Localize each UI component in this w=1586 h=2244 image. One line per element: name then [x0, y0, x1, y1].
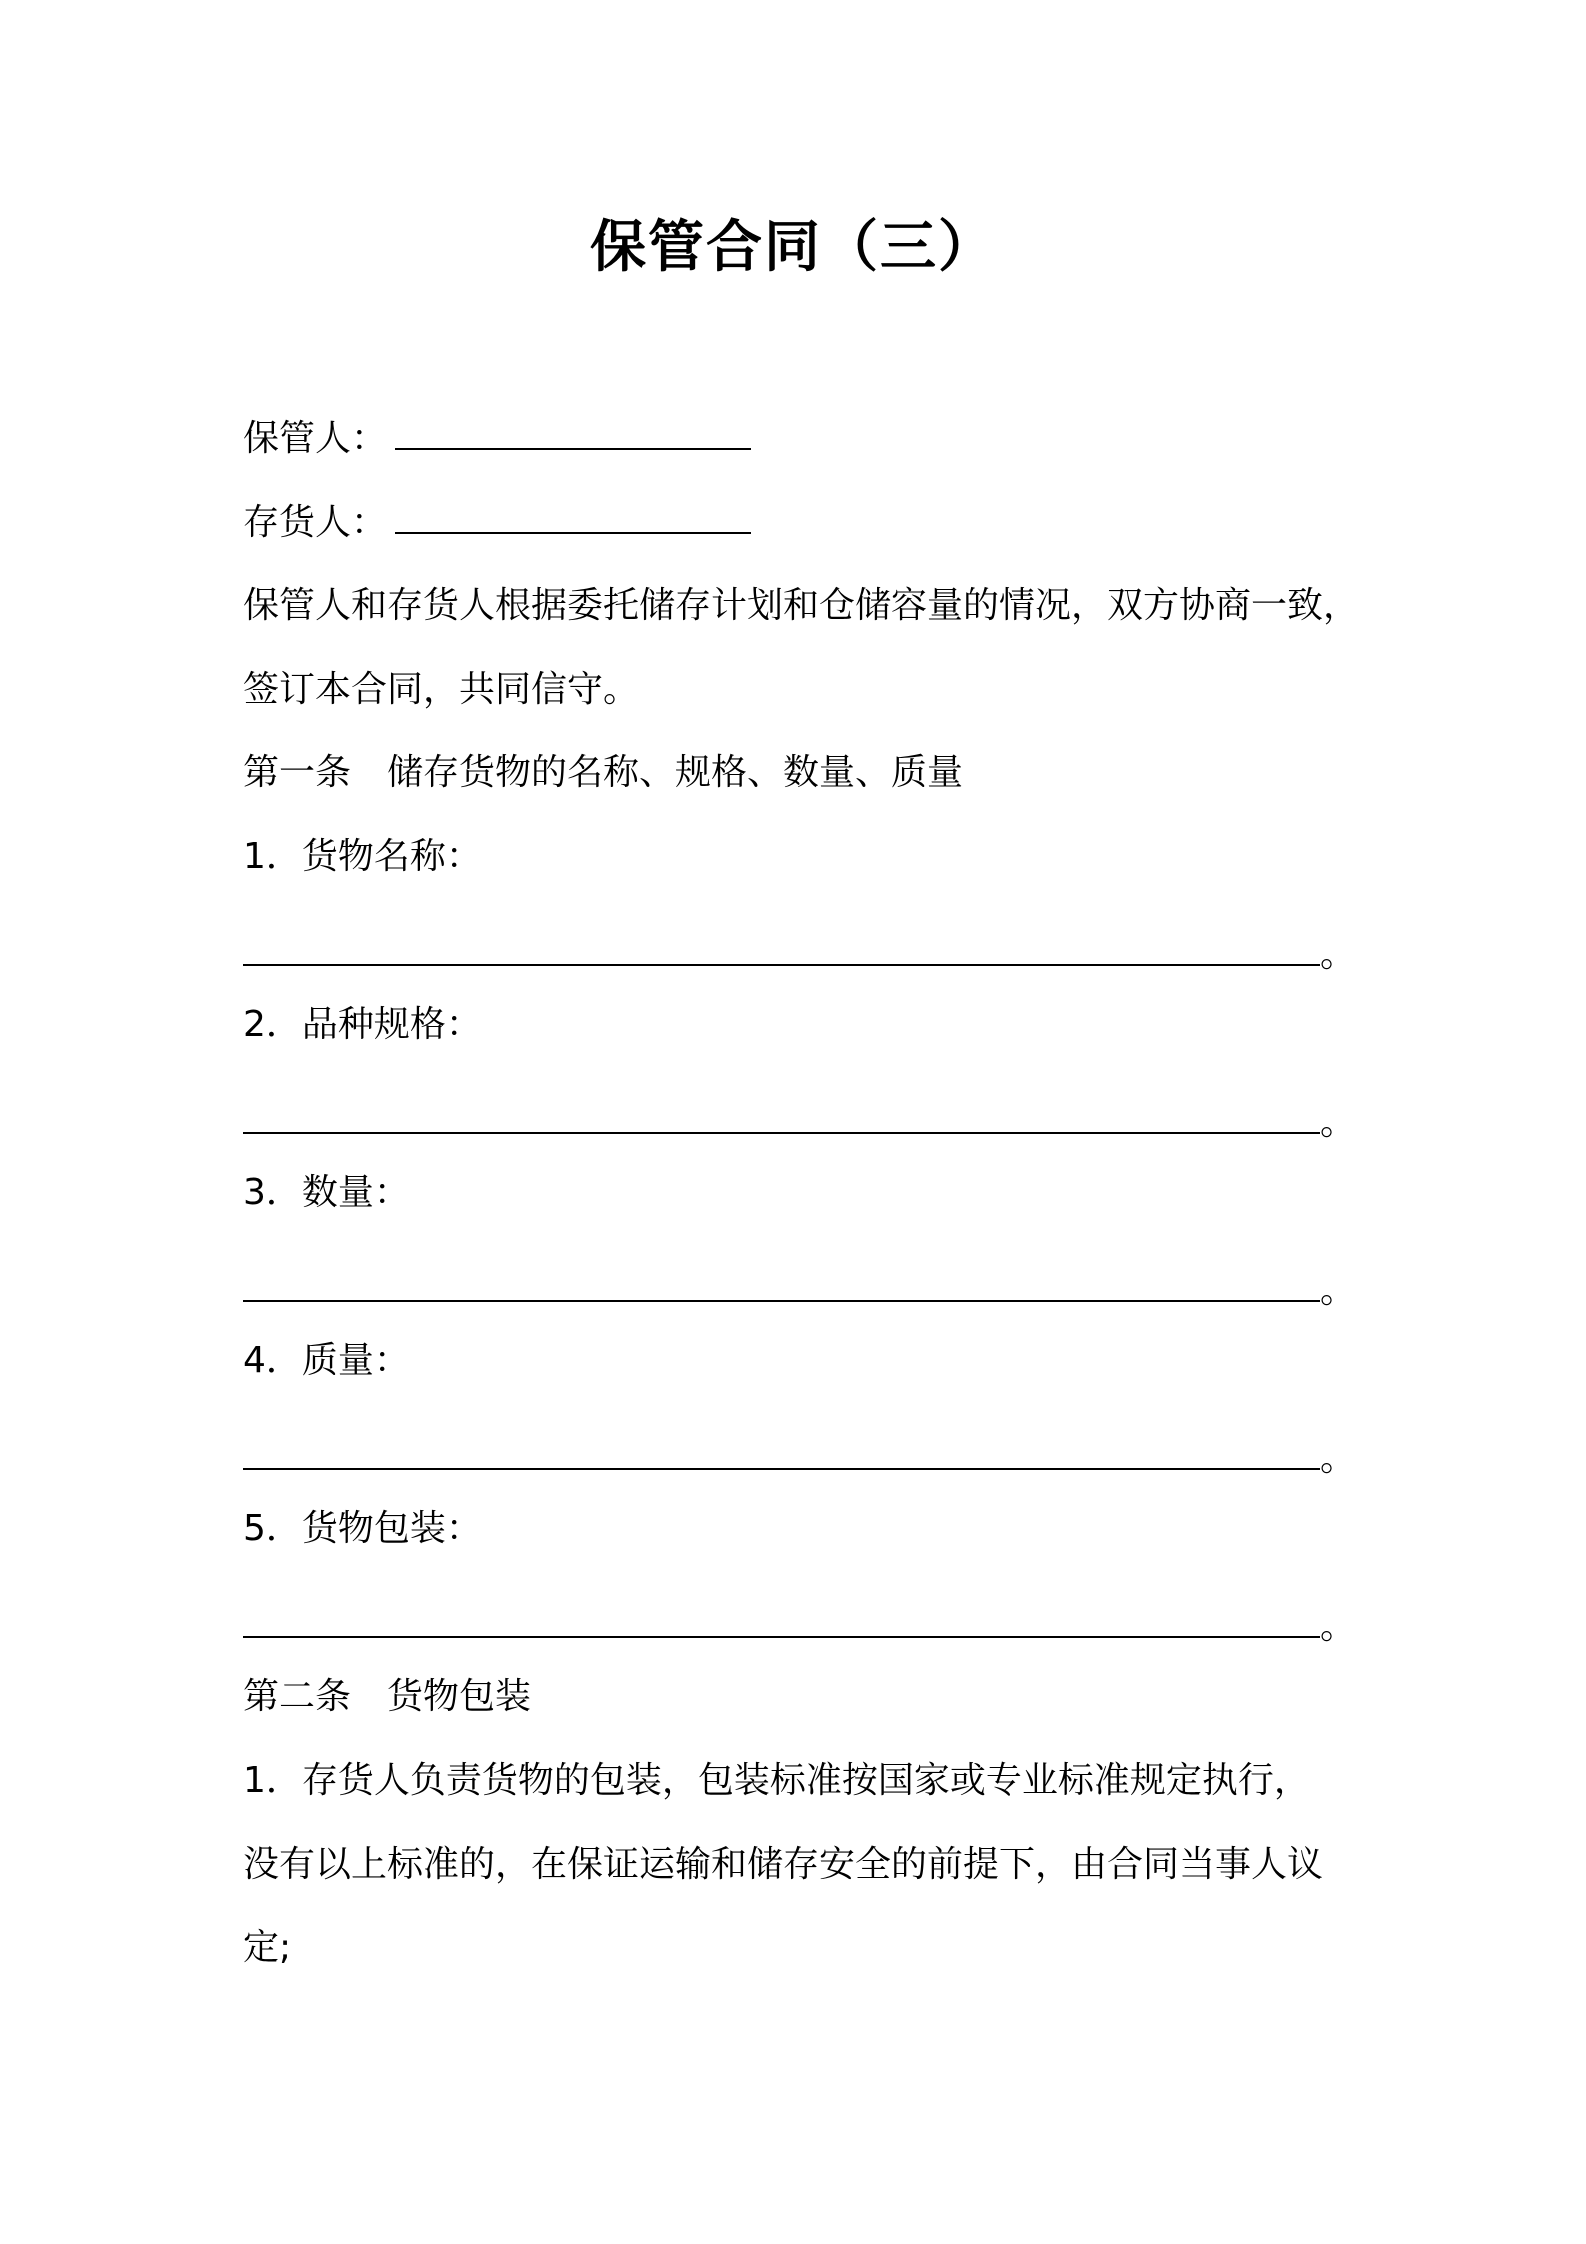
party-custodian-label: 保管人： — [243, 418, 388, 459]
article-1-number: 第一条 — [243, 752, 352, 793]
article-2-line-3: 定; — [243, 1927, 292, 1968]
item-quantity-label: 3．数量： — [243, 1172, 410, 1213]
item-packaging-blank — [243, 1606, 1320, 1638]
item-packaging-blank-row — [243, 1597, 1356, 1657]
item-specification-blank — [243, 1102, 1320, 1134]
article-2-heading — [243, 1667, 531, 1727]
item-packaging-label: 5．货物包装： — [243, 1508, 482, 1549]
article-2-number: 第二条 — [243, 1676, 352, 1717]
item-quality-blank — [243, 1438, 1320, 1470]
blank-period: 。 — [1320, 1438, 1357, 1479]
party-custodian-blank — [395, 422, 751, 450]
article-1-heading — [243, 743, 963, 803]
item-quality-label: 4．质量： — [243, 1340, 410, 1381]
intro-line-2: 签订本合同，共同信守。 — [243, 669, 640, 710]
party-depositor-row — [243, 493, 751, 553]
item-goods-name-label: 1．货物名称： — [243, 836, 482, 877]
blank-period: 。 — [1320, 934, 1357, 975]
item-quality-blank-row — [243, 1429, 1356, 1489]
blank-period: 。 — [1320, 1606, 1357, 1647]
party-depositor-label: 存货人： — [243, 502, 388, 543]
item-quantity-blank — [243, 1270, 1320, 1302]
article-2-line-1: 1．存货人负责货物的包装，包装标准按国家或专业标准规定执行， — [243, 1760, 1310, 1801]
blank-period: 。 — [1320, 1102, 1357, 1143]
article-2-line-2: 没有以上标准的，在保证运输和储存安全的前提下，由合同当事人议 — [243, 1844, 1324, 1885]
blank-period: 。 — [1320, 1270, 1357, 1311]
party-depositor-blank — [395, 506, 751, 534]
intro-line-1: 保管人和存货人根据委托储存计划和仓储容量的情况，双方协商一致， — [243, 585, 1360, 626]
item-specification-blank-row — [243, 1093, 1356, 1153]
article-2-title: 货物包装 — [387, 1676, 532, 1717]
item-quantity-blank-row — [243, 1261, 1356, 1321]
item-specification-label: 2．品种规格： — [243, 1004, 482, 1045]
article-1-title: 储存货物的名称、规格、数量、质量 — [387, 752, 964, 793]
document-title: 保管合同（三） — [590, 215, 996, 280]
party-custodian-row — [243, 409, 751, 469]
item-goods-name-blank — [243, 934, 1320, 966]
item-goods-name-blank-row — [243, 925, 1356, 985]
